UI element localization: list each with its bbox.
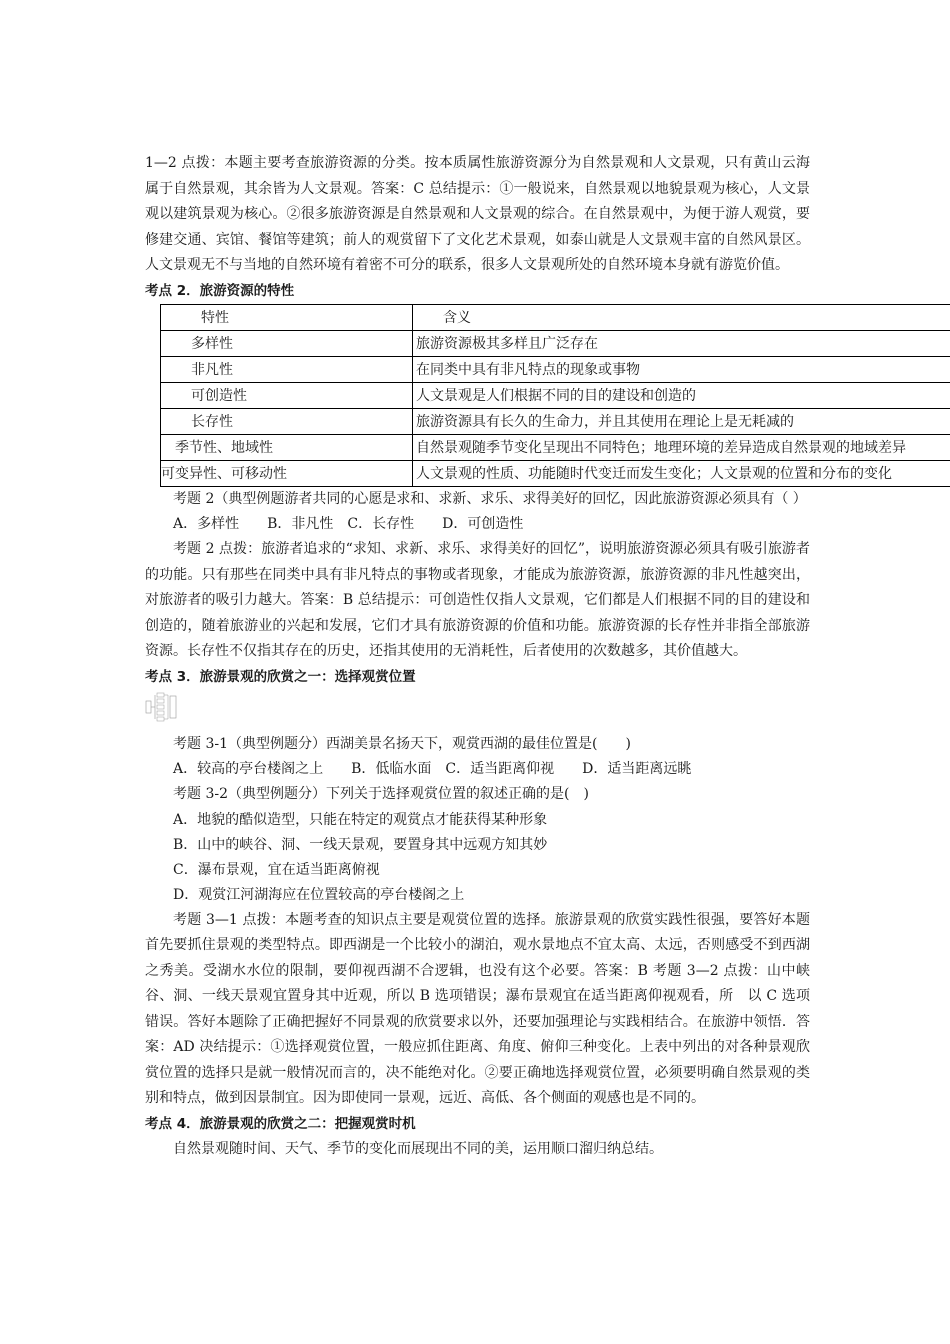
question-3-1: 考题 3-1（典型例题分）西湖美景名扬天下，观赏西湖的最佳位置是( ): [173, 735, 631, 752]
question-3-1-options: A．较高的亭台楼阁之上 B．低临水面 C．适当距离仰视 D．适当距离远眺: [173, 761, 692, 777]
table-row: [161, 382, 950, 408]
question-2-analysis: 考题 2 点拨：旅游者追求的“求知、求新、求乐、求得美好的回忆”，说明旅游资源必须具有吸引旅游者的功能。只有那些在同类中具有非凡特点的事物或者现象，才能成为旅游资源，旅游资源的非凡性越突出，对旅游者的吸引力越大。答案：B 总结提示：可创造性仅指人文景观，它们都是人们根据不同的目的建设和创造的，随着旅游业的兴起和发展，它们才具有旅游资源的价值和功能。旅游资源的长存性并非指全部旅游资源。长存性不仅指其存在的历史，还指其使用的无消耗性，后者使用的次数越多，其价值越大。: [145, 541, 810, 659]
table-header-row: [161, 304, 950, 330]
table-row: [161, 460, 950, 486]
table-row: [161, 408, 950, 434]
characteristics-table: [160, 304, 950, 487]
table-cell: 旅游资源极其多样且广泛存在: [413, 330, 950, 356]
question-3-2-option: D．观赏江河湖海应在位置较高的亭台楼阁之上: [173, 886, 465, 903]
table-cell: 在同类中具有非凡特点的现象或事物: [413, 356, 950, 382]
table-cell: 多样性: [161, 330, 413, 356]
section-2-heading: 考点 2．旅游资源的特性: [145, 282, 295, 299]
question-2-options: A．多样性 B．非凡性 C．长存性 D．可创造性: [173, 516, 524, 532]
table-cell: 自然景观随季节变化呈现出不同特色；地理环境的差异造成自然景观的地域差异: [413, 434, 950, 460]
question-3-2: 考题 3-2（典型例题分）下列关于选择观赏位置的叙述正确的是( ): [173, 786, 589, 802]
table-cell: 非凡性: [161, 356, 413, 382]
question-3-2-option: C．瀑布景观，宜在适当距离俯视: [173, 861, 380, 878]
table-cell: 人文景观的性质、功能随时代变迁而发生变化；人文景观的位置和分布的变化: [413, 460, 950, 486]
section-4-heading: 考点 4．旅游景观的欣赏之二：把握观赏时机: [145, 1115, 416, 1132]
table-row: [161, 434, 950, 460]
question-2: 考题 2（典型例题游者共同的心愿是求和、求新、求乐、求得美好的回忆，因此旅游资源必须具有（ ）: [173, 490, 807, 507]
question-3-2-option: A．地貌的酷似造型，只能在特定的观赏点才能获得某种形象: [173, 811, 548, 828]
table-cell: 人文景观是人们根据不同的目的建设和创造的: [413, 382, 950, 408]
table-cell: 长存性: [161, 408, 413, 434]
diagram-thumbnail: [145, 692, 178, 722]
table-header-cell: 含义: [413, 304, 950, 330]
question-3-2-option: B．山中的峡谷、洞、一线天景观，要置身其中远观方知其妙: [173, 836, 548, 853]
table-row: [161, 330, 950, 356]
section-4-text: 自然景观随时间、天气、季节的变化而展现出不同的美，运用顺口溜归纳总结。: [173, 1140, 663, 1157]
table-cell: 可变异性、可移动性: [161, 460, 413, 486]
table-cell: 旅游资源具有长久的生命力，并且其使用在理论上是无耗减的: [413, 408, 950, 434]
intro-paragraph: 1—2 点拨：本题主要考查旅游资源的分类。按本质属性旅游资源分为自然景观和人文景观，只有黄山云海属于自然景观，其余皆为人文景观。答案：C 总结提示：①一般说来，自然景观以地貌景观为核心，人文景观以建筑景观为核心。②很多旅游资源是自然景观和人文景观的综合。在自然景观中，为便于游人观赏，要修建交通、宾馆、餐馆等建筑；前人的观赏留下了文化艺术景观，如泰山就是人文景观丰富的自然风景区。人文景观无不与当地的自然环境有着密不可分的联系，很多人文景观所处的自然环境本身就有游览价值。: [145, 155, 810, 273]
document-page: [145, 151, 906, 1162]
table-header-cell: 特性: [161, 304, 413, 330]
table-cell: 可创造性: [161, 382, 413, 408]
table-cell: 季节性、地域性: [161, 434, 413, 460]
section-3-heading: 考点 3．旅游景观的欣赏之一：选择观赏位置: [145, 668, 416, 685]
question-3-analysis: 考题 3—1 点拨：本题考查的知识点主要是观赏位置的选择。旅游景观的欣赏实践性很强，要答好本题首先要抓住景观的类型特点。即西湖是一个比较小的湖泊，观水景地点不宜太高、太远，否则感受不到西湖之秀美。受湖水水位的限制，要仰视西湖不合逻辑，也没有这个必要。答案：B 考题 3—2 点拨：山中峡谷、洞、一线天景观宜置身其中近观，所以 B 选项错误；瀑布景观宜在适当距离仰视观看，所 以 C 选项错误。答好本题除了正确把握好不同景观的欣赏要求以外，还要加强理论与实践相结合。在旅游中领悟．答案：AD 决结提示：①选择观赏位置，一般应抓住距离、角度、俯仰三种变化。上表中列出的对各种景观欣赏位置的选择只是就一般情况而言的，决不能绝对化。②要正确地选择观赏位置，必须要明确自然景观的类别和特点，做到因景制宜。因为即使同一景观，远近、高低、各个侧面的观感也是不同的。: [145, 911, 810, 1106]
table-row: [161, 356, 950, 382]
